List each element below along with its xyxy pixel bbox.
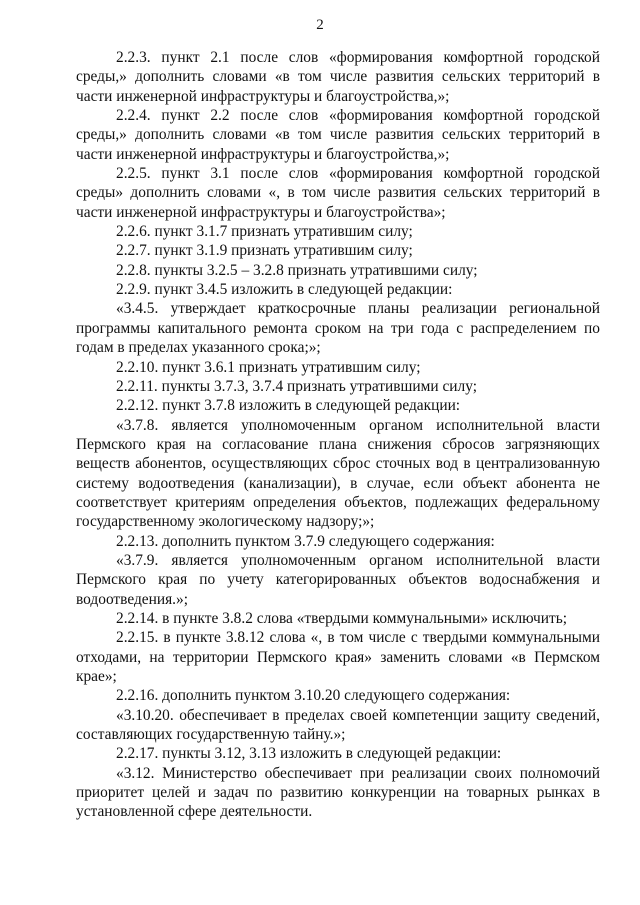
quoted-paragraph: «3.7.9. является уполномоченным органом исполнительной власти Пермского края по учету категорированных объектов водоснабжения и водоотведения.»; bbox=[76, 551, 600, 608]
document-body bbox=[76, 48, 600, 822]
paragraph: 2.2.6. пункт 3.1.7 признать утратившим силу; bbox=[116, 223, 413, 241]
quoted-paragraph: «3.4.5. утверждает краткосрочные планы реализации региональной программы капитального ремонта сроком на три года с распределением по годам в пределах указанного срока;»; bbox=[76, 300, 600, 357]
paragraph: 2.2.3. пункт 2.1 после слов «формирования комфортной городской среды,» дополнить словами «в том числе развития сельских территорий в части инженерной инфраструктуры и благоустройства,»; bbox=[76, 49, 600, 105]
paragraph: 2.2.17. пункты 3.12, 3.13 изложить в следующей редакции: bbox=[116, 745, 502, 763]
paragraph: 2.2.11. пункты 3.7.3, 3.7.4 признать утратившими силу; bbox=[116, 377, 477, 395]
paragraph: 2.2.5. пункт 3.1 после слов «формирования комфортной городской среды» дополнить словами «, в том числе развития сельских территорий в части инженерной инфраструктуры и благоустройства»; bbox=[76, 165, 600, 221]
quoted-paragraph: «3.10.20. обеспечивает в пределах своей компетенции защиту сведений, составляющих государственную тайну.»; bbox=[76, 706, 600, 744]
paragraph: 2.2.10. пункт 3.6.1 признать утратившим силу; bbox=[116, 358, 421, 376]
paragraph: 2.2.13. дополнить пунктом 3.7.9 следующего содержания: bbox=[116, 532, 495, 550]
quoted-paragraph: «3.7.8. является уполномоченным органом исполнительной власти Пермского края на согласование плана снижения сбросов загрязняющих веществ абонентов, осуществляющих сброс сточных вод в централизованную систему водоотведения (канализации), в случае, если объект абонента не соответствует критериям определения объектов, подлежащих федеральному государственному экологическому надзору;»; bbox=[76, 416, 600, 531]
paragraph: 2.2.16. дополнить пунктом 3.10.20 следующего содержания: bbox=[116, 687, 511, 705]
quoted-paragraph: «3.12. Министерство обеспечивает при реализации своих полномочий приоритет целей и задач по развитию конкуренции на товарных рынках в установленной сфере деятельности. bbox=[76, 764, 600, 821]
paragraph: 2.2.9. пункт 3.4.5 изложить в следующей редакции: bbox=[116, 281, 453, 299]
paragraph: 2.2.12. пункт 3.7.8 изложить в следующей редакции: bbox=[116, 397, 461, 415]
paragraph: 2.2.15. в пункте 3.8.12 слова «, в том числе с твердыми коммунальными отходами, на территории Пермского края» заменить словами «в Пермском крае»; bbox=[76, 629, 600, 685]
paragraph: 2.2.4. пункт 2.2 после слов «формирования комфортной городской среды,» дополнить словами «в том числе развития сельских территорий в части инженерной инфраструктуры и благоустройства,»; bbox=[76, 107, 600, 163]
page-number: 2 bbox=[316, 17, 324, 33]
paragraph: 2.2.8. пункты 3.2.5 – 3.2.8 признать утратившими силу; bbox=[116, 261, 478, 279]
paragraph: 2.2.14. в пункте 3.8.2 слова «твердыми коммунальными» исключить; bbox=[116, 609, 568, 627]
paragraph: 2.2.7. пункт 3.1.9 признать утратившим силу; bbox=[116, 242, 413, 260]
